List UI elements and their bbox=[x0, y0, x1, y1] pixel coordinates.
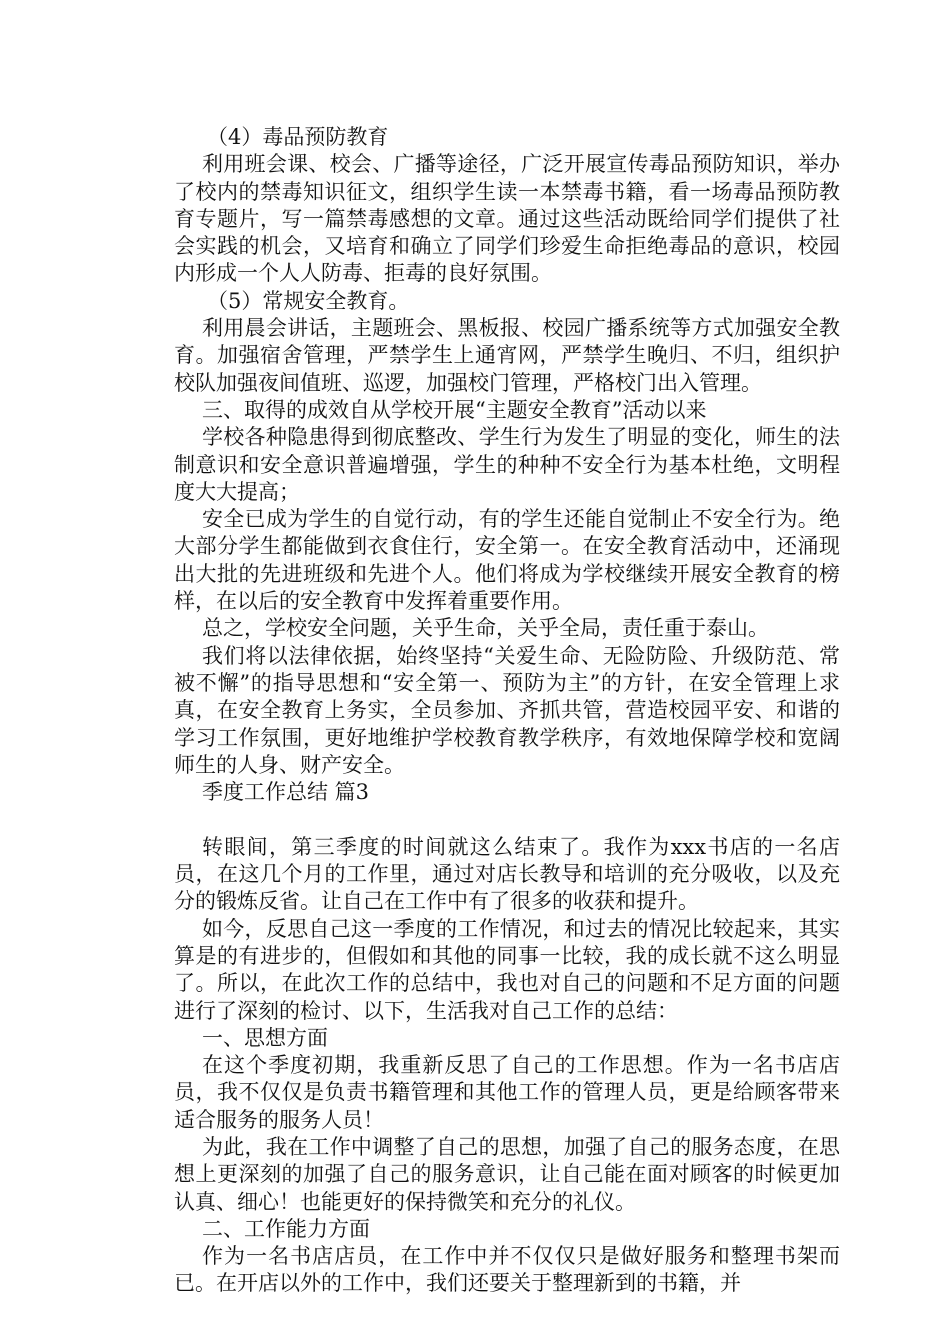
paragraph: 在这个季度初期，我重新反思了自己的工作思想。作为一名书店店员，我不仅仅是负责书籍管理和其他工作的管理人员，更是给顾客带来适合服务的服务人员！ bbox=[174, 1053, 840, 1132]
paragraph: 我们将以法律依据，始终坚持“关爱生命、无险防险、升级防范、常被不懈”的指导思想和“安全第一、预防为主”的方针，在安全管理上求真，在安全教育上务实，全员参加、齐抓共管，营造校园平安、和谐的学习工作氛围，更好地维护学校教育教学秩序，有效地保障学校和宽阔师生的人身、财产安全。 bbox=[174, 643, 840, 777]
section-heading: 三、取得的成效自从学校开展“主题安全教育”活动以来 bbox=[202, 397, 707, 422]
paragraph: 为此，我在工作中调整了自己的思想，加强了自己的服务态度，在思想上更深刻的加强了自己的服务意识，让自己能在面对顾客的时候更加认真、细心！也能更好的保持微笑和充分的礼仪。 bbox=[174, 1134, 840, 1214]
paragraph: 安全已成为学生的自觉行动，有的学生还能自觉制止不安全行为。绝大部分学生都能做到衣食住行，安全第一。在安全教育活动中，还涌现出大批的先进班级和先进个人。他们将成为学校继续开展安全教育的榜样，在以后的安全教育中发挥着重要作用。 bbox=[174, 507, 840, 614]
article-title: 季度工作总结 篇3 bbox=[202, 780, 370, 805]
paragraph: 如今，反思自己这一季度的工作情况，和过去的情况比较起来，其实算是的有进步的，但假如和其他的同事一比较，我的成长就不这么明显了。所以，在此次工作的总结中，我也对自己的问题和不足方面的问题进行了深刻的检讨、以下，生活我对自己工作的总结： bbox=[174, 916, 840, 1023]
paragraph: 总之，学校安全问题，关乎生命，关乎全局，责任重于泰山。 bbox=[202, 616, 769, 641]
section-heading: （4）毒品预防教育 bbox=[207, 125, 389, 149]
paragraph: 转眼间，第三季度的时间就这么结束了。我作为xxx书店的一名店员，在这几个月的工作里，通过对店长教导和培训的充分吸收，以及充分的锻炼反省。让自己在工作中有了很多的收获和提升。 bbox=[174, 834, 840, 914]
section-heading: 一、思想方面 bbox=[202, 1025, 328, 1050]
paragraph: 作为一名书店店员，在工作中并不仅仅只是做好服务和整理书架而已。在开店以外的工作中，我们还要关于整理新到的书籍，并 bbox=[174, 1244, 840, 1296]
section-heading: （5）常规安全教育。 bbox=[207, 288, 410, 313]
document-page bbox=[174, 124, 840, 1298]
paragraph: 学校各种隐患得到彻底整改、学生行为发生了明显的变化，师生的法制意识和安全意识普遍增强，学生的种种不安全行为基本杜绝，文明程度大大提高； bbox=[174, 425, 840, 504]
paragraph: 利用班会课、校会、广播等途径，广泛开展宣传毒品预防知识，举办了校内的禁毒知识征文，组织学生读一本禁毒书籍，看一场毒品预防教育专题片，写一篇禁毒感想的文章。通过这些活动既给同学们提供了社会实践的机会，又培育和确立了同学们珍爱生命拒绝毒品的意识，校园内形成一个人人防毒、拒毒的良好氛围。 bbox=[174, 152, 840, 286]
paragraph: 利用晨会讲话，主题班会、黑板报、校园广播系统等方式加强安全教育。加强宿舍管理，严禁学生上通宵网，严禁学生晚归、不归，组织护校队加强夜间值班、巡逻，加强校门管理，严格校门出入管理。 bbox=[174, 316, 840, 395]
section-heading: 二、工作能力方面 bbox=[202, 1216, 370, 1241]
blank-line bbox=[174, 806, 840, 833]
